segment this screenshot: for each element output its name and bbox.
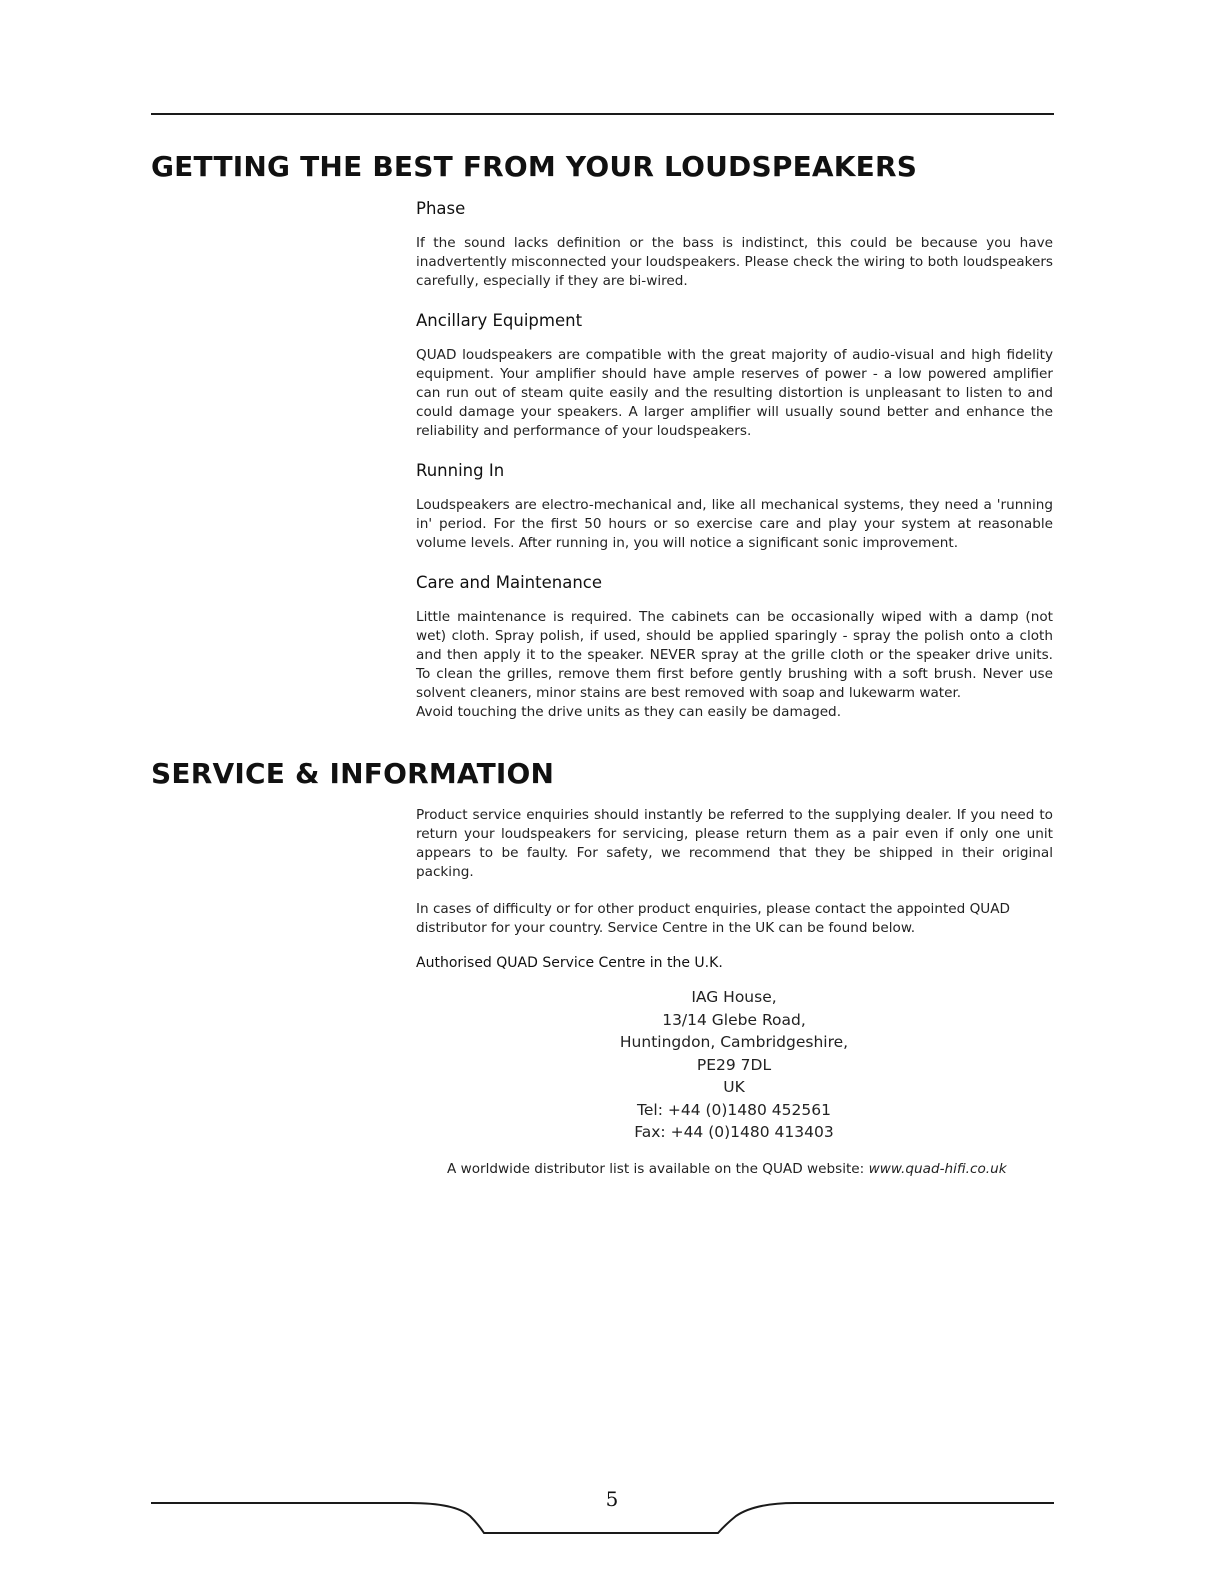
ancillary-heading: Ancillary Equipment [416, 311, 583, 330]
phase-text: If the sound lacks definition or the bass is indistinct, this could be because you have inadvertently misconnected your loudspeakers. Please check the wiring to both loudspeakers carefully, especially if they are bi-wired. [416, 235, 1053, 289]
care-text-2: Avoid touching the drive units as they can easily be damaged. [416, 704, 842, 720]
website-line [447, 1161, 1007, 1177]
address-fax: Fax: +44 (0)1480 413403 [634, 1123, 834, 1141]
care-text: Little maintenance is required. The cabinets can be occasionally wiped with a damp (not wet) cloth. Spray polish, if used, should be applied sparingly - spray the polish onto a cloth and then apply it to the speaker. NEVER spray at the grille cloth or the speaker drive units. To clean the grilles, remove them first before gently brushing with a soft brush. Never use solvent cleaners, minor stains are best removed with soap and lukewarm water. [416, 609, 1053, 701]
service-block [416, 806, 1053, 938]
authorised-centre-heading: Authorised QUAD Service Centre in the U.K. [416, 955, 723, 971]
section-title-service: SERVICE & INFORMATION [151, 757, 555, 790]
care-block [416, 573, 1053, 722]
website-link[interactable]: www.quad-hifi.co.uk [868, 1161, 1007, 1177]
ancillary-text: QUAD loudspeakers are compatible with the great majority of audio-visual and high fidelity equipment. Your amplifier should have ample reserves of power - a low powered amplifier can run out of steam quite easily and the resulting distortion is unpleasant to listen to and could damage your speakers. A larger amplifier will usually sound better and enhance the reliability and performance of your loudspeakers. [416, 347, 1053, 439]
service-para-2: In cases of difficulty or for other product enquiries, please contact the appointed QUAD distributor for your country. Service Centre in the UK can be found below. [416, 901, 1011, 936]
address-tel: Tel: +44 (0)1480 452561 [637, 1100, 831, 1119]
ancillary-block [416, 311, 1053, 441]
phase-block [416, 199, 1053, 291]
section-title-getting-best: GETTING THE BEST FROM YOUR LOUDSPEAKERS [151, 150, 918, 183]
page-number: 5 [605, 1487, 619, 1511]
care-heading: Care and Maintenance [416, 573, 602, 592]
top-rule [151, 113, 1054, 115]
address-line-1: IAG House, [691, 988, 777, 1006]
address-line-2: 13/14 Glebe Road, [662, 1010, 806, 1029]
address-line-4: PE29 7DL [696, 1055, 772, 1074]
service-centre-address [584, 986, 884, 1144]
address-line-5: UK [723, 1078, 745, 1096]
service-para-1: Product service enquiries should instantly be referred to the supplying dealer. If you need to return your loudspeakers for servicing, please return them as a pair even if only one unit appears to be faulty. For safety, we recommend that they be shipped in their original packing. [416, 807, 1053, 880]
running-in-heading: Running In [416, 461, 505, 480]
running-in-text: Loudspeakers are electro-mechanical and, like all mechanical systems, they need a 'running in' period. For the first 50 hours or so exercise care and play your system at reasonable volume levels. After running in, you will notice a significant sonic improvement. [416, 497, 1053, 551]
address-line-3: Huntingdon, Cambridgeshire, [619, 1033, 849, 1051]
phase-heading: Phase [416, 199, 466, 218]
website-prefix: A worldwide distributor list is available on the QUAD website: [447, 1161, 869, 1177]
running-in-block [416, 461, 1053, 553]
